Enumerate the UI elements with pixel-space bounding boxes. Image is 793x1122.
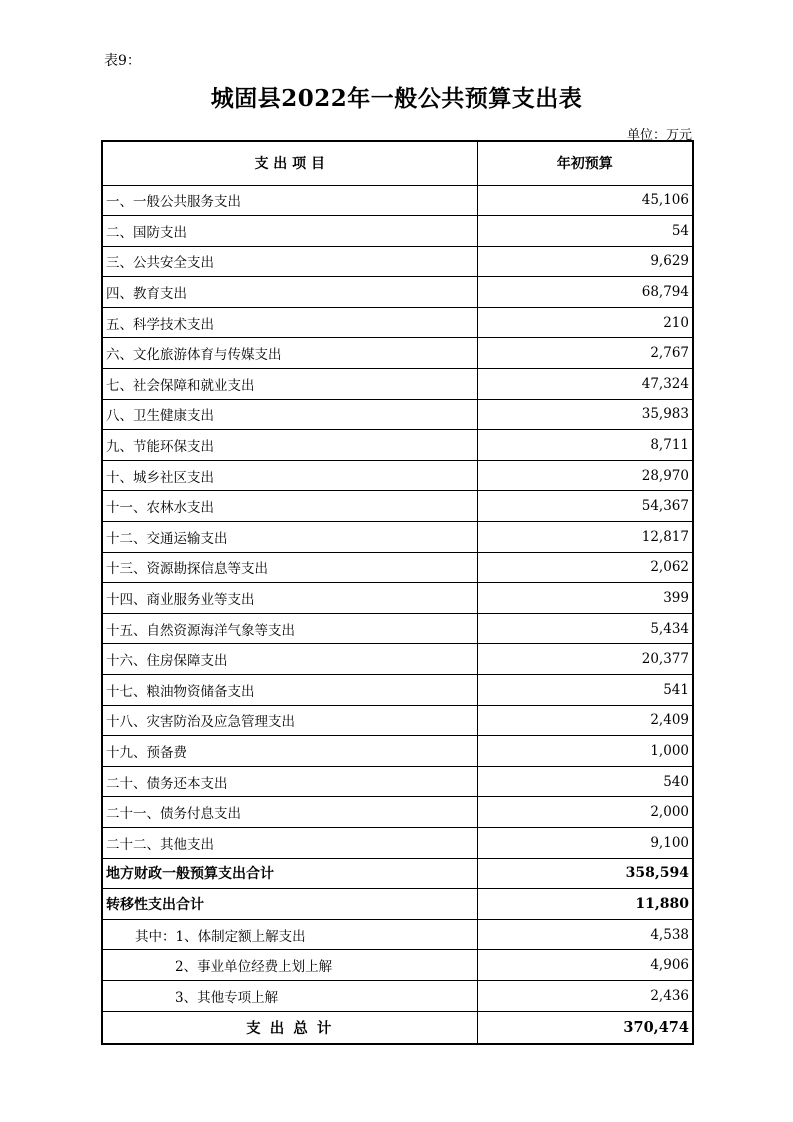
transfer-item-label: 2、事业单位经费上划上解 <box>102 950 477 981</box>
row-label: 四、教育支出 <box>102 277 477 308</box>
row-label: 二十二、其他支出 <box>102 827 477 858</box>
row-value: 2,000 <box>477 797 693 828</box>
grand-total-label: 支 出 总 计 <box>102 1011 477 1044</box>
row-label: 九、节能环保支出 <box>102 430 477 461</box>
table-row <box>102 797 693 828</box>
table-row <box>102 491 693 522</box>
row-label: 十四、商业服务业等支出 <box>102 583 477 614</box>
row-label: 七、社会保障和就业支出 <box>102 369 477 400</box>
subtotal-transfer-label: 转移性支出合计 <box>102 889 477 920</box>
row-value: 2,409 <box>477 705 693 736</box>
transfer-item-value: 2,436 <box>477 980 693 1011</box>
row-value: 5,434 <box>477 613 693 644</box>
row-value: 54,367 <box>477 491 693 522</box>
table-row <box>102 522 693 553</box>
transfer-item-label: 3、其他专项上解 <box>102 980 477 1011</box>
row-label: 二、国防支出 <box>102 216 477 247</box>
row-value: 2,062 <box>477 552 693 583</box>
row-value: 35,983 <box>477 399 693 430</box>
table-row <box>102 307 693 338</box>
row-value: 399 <box>477 583 693 614</box>
table-row <box>102 246 693 277</box>
table-row <box>102 277 693 308</box>
table-row <box>102 216 693 247</box>
table-body <box>102 185 693 1044</box>
row-label: 八、卫生健康支出 <box>102 399 477 430</box>
transfer-item-row <box>102 980 693 1011</box>
row-value: 45,106 <box>477 185 693 216</box>
subtotal-transfer-row <box>102 889 693 920</box>
table-number: 表9： <box>104 53 141 69</box>
expenditure-table <box>101 140 694 1045</box>
row-label: 二十一、债务付息支出 <box>102 797 477 828</box>
transfer-item-value: 4,906 <box>477 950 693 981</box>
row-label: 十五、自然资源海洋气象等支出 <box>102 613 477 644</box>
row-value: 9,629 <box>477 246 693 277</box>
row-label: 十二、交通运输支出 <box>102 522 477 553</box>
row-label: 十三、资源勘探信息等支出 <box>102 552 477 583</box>
row-value: 47,324 <box>477 369 693 400</box>
row-label: 十八、灾害防治及应急管理支出 <box>102 705 477 736</box>
row-label: 十九、预备费 <box>102 736 477 767</box>
row-label: 十一、农林水支出 <box>102 491 477 522</box>
table-row <box>102 705 693 736</box>
row-value: 20,377 <box>477 644 693 675</box>
subtotal-transfer-value: 11,880 <box>477 889 693 920</box>
table-row <box>102 460 693 491</box>
grand-total-row <box>102 1011 693 1044</box>
transfer-item-row <box>102 919 693 950</box>
table-row <box>102 552 693 583</box>
table-row <box>102 827 693 858</box>
row-value: 2,767 <box>477 338 693 369</box>
table-row <box>102 675 693 706</box>
subtotal-local-label: 地方财政一般预算支出合计 <box>102 858 477 889</box>
row-value: 28,970 <box>477 460 693 491</box>
table-row <box>102 644 693 675</box>
page-title: 城固县2022年一般公共预算支出表 <box>210 85 583 112</box>
table-row <box>102 736 693 767</box>
row-label: 十六、住房保障支出 <box>102 644 477 675</box>
row-label: 十、城乡社区支出 <box>102 460 477 491</box>
grand-total-value: 370,474 <box>477 1011 693 1044</box>
subtotal-local-row <box>102 858 693 889</box>
row-value: 68,794 <box>477 277 693 308</box>
row-label: 三、公共安全支出 <box>102 246 477 277</box>
header-item: 支 出 项 目 <box>102 141 477 185</box>
row-label: 十七、粮油物资储备支出 <box>102 675 477 706</box>
table-row <box>102 369 693 400</box>
row-value: 8,711 <box>477 430 693 461</box>
transfer-item-label: 其中：1、体制定额上解支出 <box>102 919 477 950</box>
row-label: 一、一般公共服务支出 <box>102 185 477 216</box>
subtotal-local-value: 358,594 <box>477 858 693 889</box>
row-label: 二十、债务还本支出 <box>102 766 477 797</box>
transfer-item-value: 4,538 <box>477 919 693 950</box>
row-value: 54 <box>477 216 693 247</box>
row-value: 1,000 <box>477 736 693 767</box>
unit-label: 单位：万元 <box>626 128 692 143</box>
table-row <box>102 399 693 430</box>
row-label: 五、科学技术支出 <box>102 307 477 338</box>
row-value: 12,817 <box>477 522 693 553</box>
row-value: 9,100 <box>477 827 693 858</box>
transfer-item-row <box>102 950 693 981</box>
row-value: 210 <box>477 307 693 338</box>
table-row <box>102 613 693 644</box>
row-label: 六、文化旅游体育与传媒支出 <box>102 338 477 369</box>
table-row <box>102 185 693 216</box>
table-row <box>102 766 693 797</box>
table-row <box>102 430 693 461</box>
row-value: 540 <box>477 766 693 797</box>
table-row <box>102 583 693 614</box>
table-row <box>102 338 693 369</box>
header-budget: 年初预算 <box>477 141 693 185</box>
row-value: 541 <box>477 675 693 706</box>
table-header-row <box>102 141 693 185</box>
